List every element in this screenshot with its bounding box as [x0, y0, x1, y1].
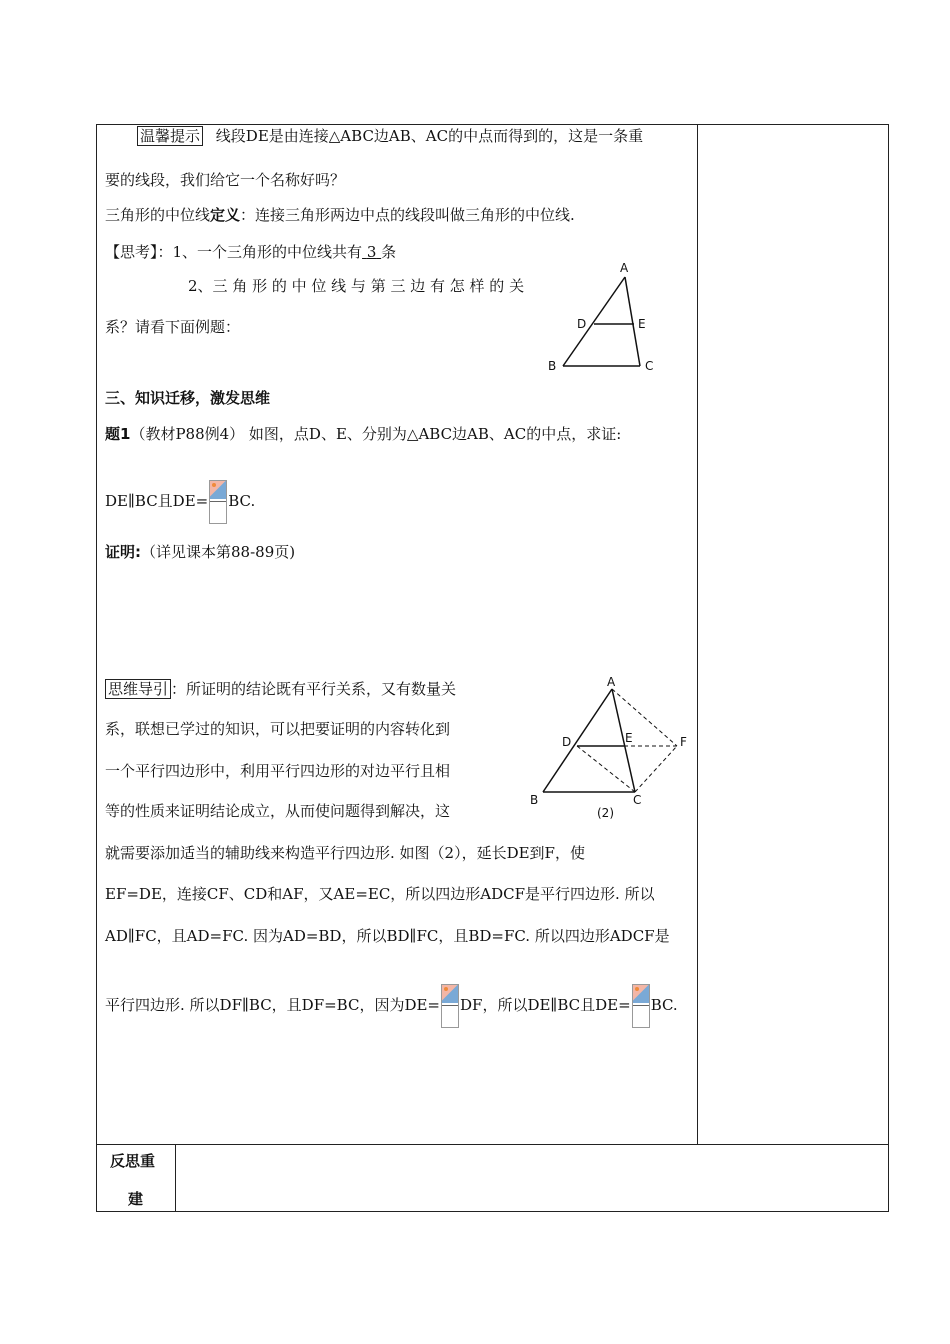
main-column-divider: [697, 124, 698, 1145]
guide-line-1: 系，联想已学过的知识，可以把要证明的内容转化到: [105, 720, 451, 738]
fig1-label-b: B: [548, 359, 557, 373]
claim-pre: DE∥BC且DE=: [105, 492, 209, 510]
table-right-border: [888, 124, 889, 1212]
definition-prefix: 三角形的中位线: [105, 206, 211, 224]
fraction-half-icon: [632, 984, 650, 1028]
proof-label: 证明:: [105, 543, 141, 561]
think-q2-line1: 2、三 角 形 的 中 位 线 与 第 三 边 有 怎 样 的 关: [188, 277, 525, 295]
fig2-label-a: A: [607, 675, 616, 689]
guide-line-0: 思维导引 ：所证明的结论既有平行关系，又有数量关: [105, 679, 456, 699]
fig1-label-e: E: [638, 317, 646, 331]
proof-text: （详见课本第88-89页): [141, 543, 296, 561]
guide-line-3: 等的性质来证明结论成立，从而使问题得到解决，这: [105, 802, 451, 820]
reflection-label-1: 反思重: [110, 1152, 156, 1170]
fig2-label-c: C: [633, 793, 642, 807]
reflection-label-2: 建: [128, 1190, 144, 1208]
think-q2-line2: 系？请看下面例题：: [105, 318, 241, 336]
fig1-label-a: A: [620, 261, 629, 275]
guide-line-2: 一个平行四边形中，利用平行四边形的对边平行且相: [105, 762, 451, 780]
reflection-column-divider: [175, 1144, 176, 1212]
fig2-label-b: B: [530, 793, 539, 807]
fraction-half-icon: [441, 984, 459, 1028]
fraction-half-icon: [209, 480, 227, 524]
parallelogram-figure-2: [525, 674, 705, 824]
tip-text-1: 线段DE是由连接△ABC边AB、AC的中点而得到的，这是一条重: [215, 127, 644, 145]
think-q1-answer: 3: [366, 243, 377, 261]
definition-body: ：连接三角形两边中点的线段叫做三角形的中位线.: [240, 206, 575, 224]
section-3-heading: 三、知识迁移，激发思维: [105, 389, 271, 407]
guide-line-5: EF=DE，连接CF、CD和AF，又AE=EC，所以四边形ADCF是平行四边形. 所以: [105, 885, 655, 903]
table-top-border: [96, 124, 889, 125]
guide-label: 思维导引: [105, 679, 171, 699]
think-q1-post: 条: [381, 243, 397, 261]
problem-1-claim: [105, 478, 255, 524]
think-q1: [105, 242, 396, 262]
definition-line: [105, 205, 575, 225]
definition-term: 定义: [210, 206, 241, 224]
fig2-label-e: E: [625, 731, 633, 745]
triangle-figure-1: [540, 258, 670, 378]
fig2-label-d: D: [562, 735, 572, 749]
guide-last-line: 平行四边形. 所以DF∥BC，且DF=BC，因为DE= DF，所以DE∥BC且DE= BC.: [105, 982, 678, 1028]
tip-text-2: 要的线段，我们给它一个名称好吗？: [105, 171, 346, 189]
fig2-label-f: F: [680, 735, 687, 749]
tip-label: 温馨提示: [137, 126, 203, 146]
guide-line-4: 就需要添加适当的辅助线来构造平行四边形. 如图（2），延长DE到F，使: [105, 844, 585, 862]
think-q1-pre: 1、一个三角形的中位线共有: [172, 243, 363, 261]
guide-line-6: AD∥FC，且AD=FC. 因为AD=BD，所以BD∥FC，且BD=FC. 所以四边形ADCF是: [105, 927, 670, 945]
row-divider: [96, 1144, 889, 1145]
table-bottom-border: [96, 1211, 889, 1212]
problem-1-text: （教材P88例4） 如图，点D、E、分别为△ABC边AB、AC的中点，求证:: [130, 425, 622, 443]
fig1-label-d: D: [577, 317, 587, 331]
proof-line: [105, 542, 295, 562]
problem-1-label: 题1: [105, 425, 131, 443]
think-label: 【思考】：: [105, 243, 173, 261]
claim-post: BC.: [228, 492, 256, 510]
table-left-border: [96, 124, 97, 1212]
fig1-label-c: C: [645, 359, 654, 373]
problem-1: [105, 424, 621, 444]
fig2-caption: (2): [597, 806, 614, 820]
tip-line-1: [137, 126, 643, 146]
